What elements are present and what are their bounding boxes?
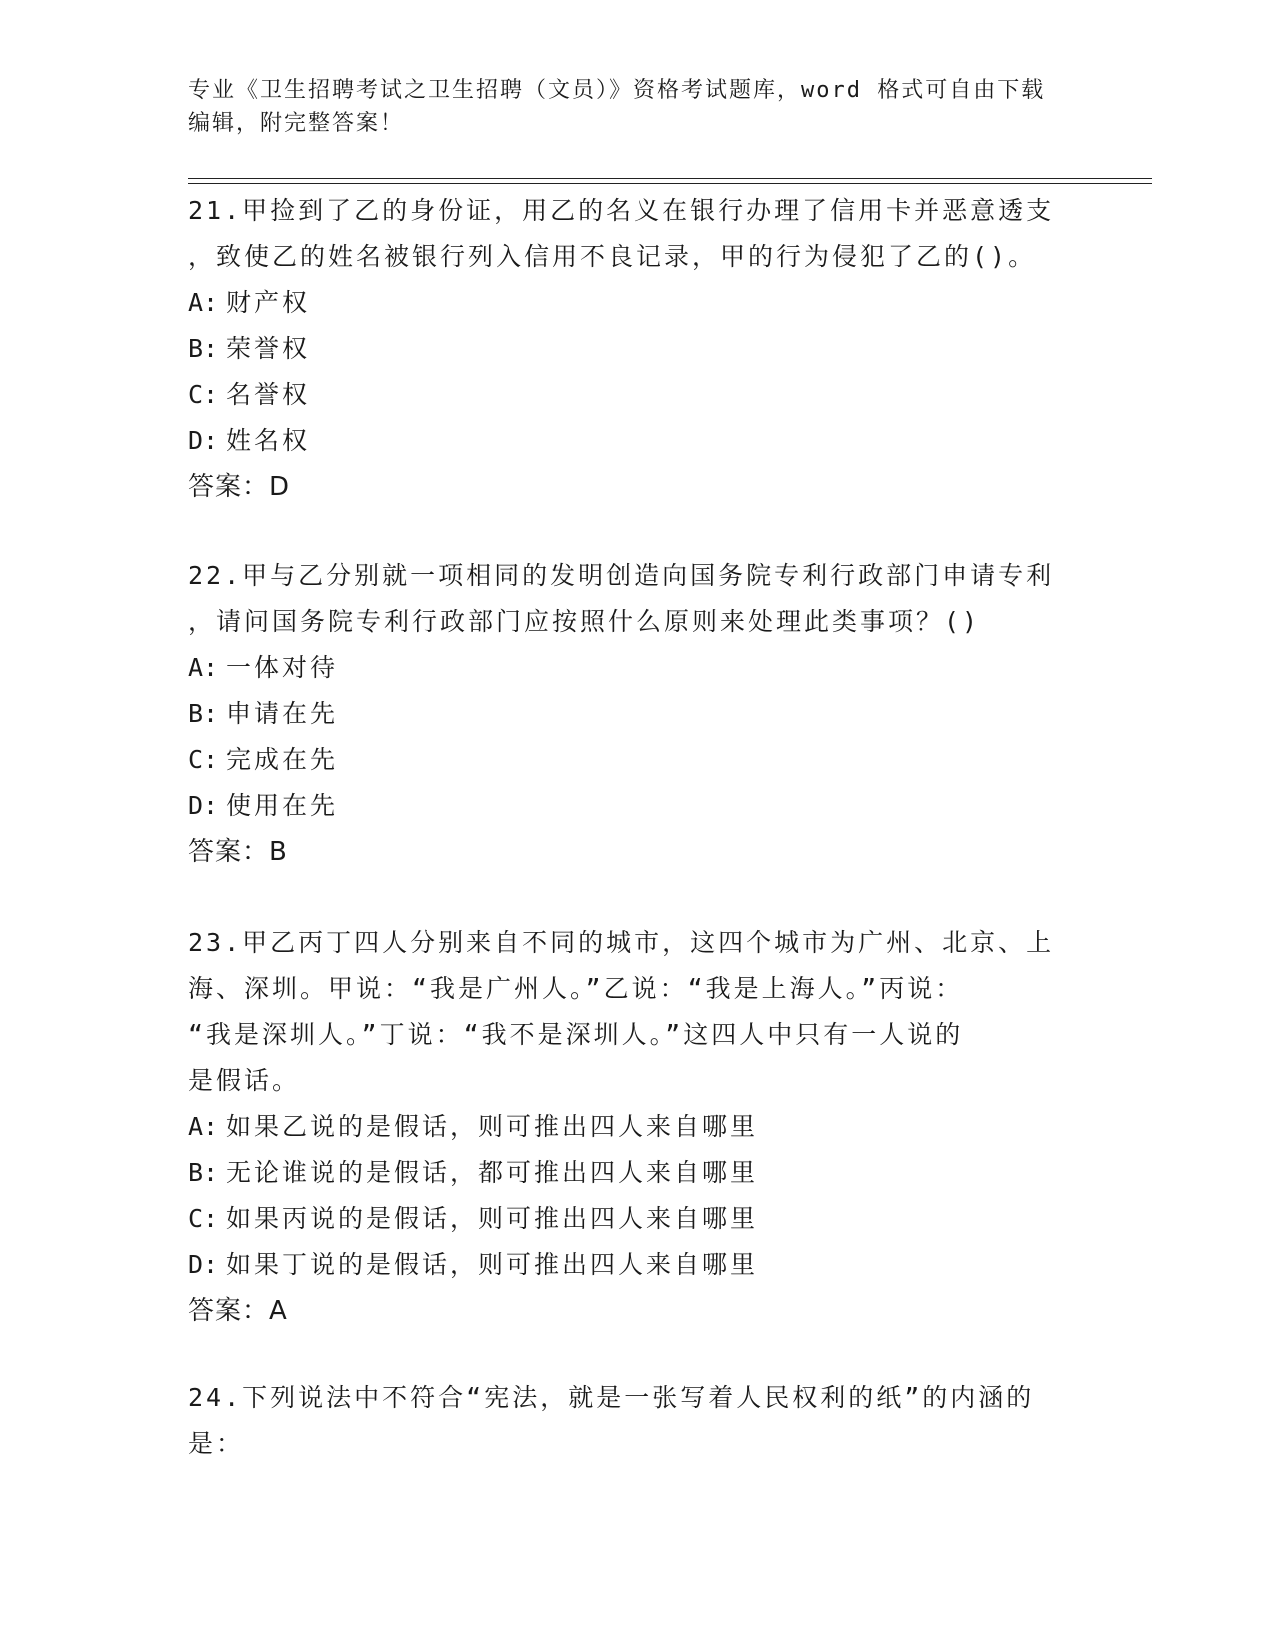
option-text: 姓名权 — [226, 426, 311, 455]
question-22 — [188, 553, 1088, 875]
header-divider-top — [188, 178, 1152, 179]
option-key: B: — [188, 699, 219, 728]
option-key: D: — [188, 426, 219, 455]
question-stem — [188, 1375, 1088, 1467]
stem-line: ，致使乙的姓名被银行列入信用不良记录，甲的行为侵犯了乙的()。 — [188, 242, 1037, 271]
option-key: A: — [188, 653, 219, 682]
question-stem — [188, 920, 1088, 1104]
document-header — [188, 74, 1088, 140]
option-d — [188, 418, 1088, 464]
stem-line: 23.甲乙丙丁四人分别来自不同的城市，这四个城市为广州、北京、上 — [188, 928, 1055, 957]
stem-line: 是假话。 — [188, 1066, 301, 1095]
option-text: 如果丙说的是假话，则可推出四人来自哪里 — [226, 1204, 759, 1233]
option-key: D: — [188, 1250, 219, 1279]
answer-line: 答案：D — [188, 472, 291, 502]
option-text: 荣誉权 — [226, 334, 311, 363]
option-key: B: — [188, 334, 219, 363]
header-line-2: 编辑，附完整答案！ — [188, 111, 405, 136]
option-text: 无论谁说的是假话，都可推出四人来自哪里 — [226, 1158, 759, 1187]
stem-line: “我是深圳人。”丁说：“我不是深圳人。”这四人中只有一人说的 — [188, 1020, 964, 1049]
option-d — [188, 783, 1088, 829]
option-a — [188, 645, 1088, 691]
option-key: C: — [188, 380, 219, 409]
option-b — [188, 691, 1088, 737]
header-line-1: 专业《卫生招聘考试之卫生招聘（文员）》资格考试题库，word 格式可自由下载 — [188, 78, 1046, 103]
option-key: A: — [188, 1112, 219, 1141]
option-c — [188, 372, 1088, 418]
stem-line: 21.甲捡到了乙的身份证，用乙的名义在银行办理了信用卡并恶意透支 — [188, 196, 1055, 225]
question-24 — [188, 1375, 1088, 1467]
option-b — [188, 326, 1088, 372]
stem-line: 是： — [188, 1429, 245, 1458]
answer-line: 答案：B — [188, 837, 288, 867]
option-key: A: — [188, 288, 219, 317]
option-b — [188, 1150, 1088, 1196]
option-text: 完成在先 — [226, 745, 339, 774]
header-divider-bottom — [188, 183, 1152, 184]
option-text: 名誉权 — [226, 380, 311, 409]
option-text: 财产权 — [226, 288, 311, 317]
question-stem — [188, 553, 1088, 645]
option-text: 使用在先 — [226, 791, 339, 820]
option-key: D: — [188, 791, 219, 820]
option-a — [188, 1104, 1088, 1150]
option-key: C: — [188, 1204, 219, 1233]
stem-line: 海、深圳。甲说：“我是广州人。”乙说：“我是上海人。”丙说： — [188, 974, 964, 1003]
question-21 — [188, 188, 1088, 510]
question-23 — [188, 920, 1088, 1334]
option-c — [188, 737, 1088, 783]
question-stem — [188, 188, 1088, 280]
stem-line: ，请问国务院专利行政部门应按照什么原则来处理此类事项？() — [188, 607, 981, 636]
option-text: 如果乙说的是假话，则可推出四人来自哪里 — [226, 1112, 759, 1141]
answer-line: 答案：A — [188, 1296, 288, 1326]
stem-line: 24.下列说法中不符合“宪法，就是一张写着人民权利的纸”的内涵的 — [188, 1383, 1035, 1412]
option-text: 一体对待 — [226, 653, 339, 682]
option-a — [188, 280, 1088, 326]
option-key: C: — [188, 745, 219, 774]
stem-line: 22.甲与乙分别就一项相同的发明创造向国务院专利行政部门申请专利 — [188, 561, 1055, 590]
option-key: B: — [188, 1158, 219, 1187]
option-c — [188, 1196, 1088, 1242]
option-text: 申请在先 — [226, 699, 339, 728]
option-d — [188, 1242, 1088, 1288]
option-text: 如果丁说的是假话，则可推出四人来自哪里 — [226, 1250, 759, 1279]
